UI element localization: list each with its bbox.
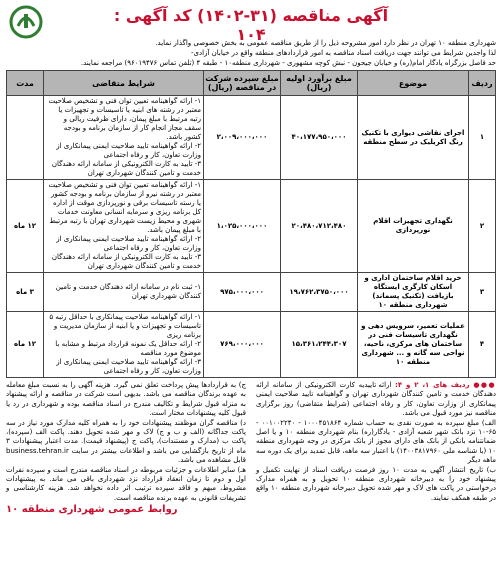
header-subject: موضوع — [358, 71, 469, 96]
header-duration: مدت — [7, 71, 44, 96]
table-row: ۱ اجرای نقاشی دیواری با تکنیک رنگ اکریلیک در سطح منطقه ۴۰،۱۷۷،۹۵۰،۰۰۰ ۲،۰۰۹،۰۰۰،۰۰۰ ۱- ارائه گواهینامه تعیین توان فنی و تشخیص صلاحیت معتبر در رشته های ابنیه یا تاسیسات و تجهیزات یا رتبه مرتبط با مبلغ پیمان، دارای ظرفیت ریالی و سقف مجاز انجام کار از سازمان برنامه و بودجه کشور باشد. ۲- ارائه گواهینامه تایید صلاحیت ایمنی پیمانکاری از وزارت تعاون، کار و رفاه اجتماعی ۳- تایید به کارت الکترونیکی از سامانه ارائه دهندگان خدمت و تامین کنندگان شهرداری تهران — [7, 96, 496, 180]
header-index: ردیف — [469, 71, 496, 96]
page-title: آگهی مناقصه (۳۱-۱۴۰۲) کد آگهی : ۱۰۴ — [113, 6, 389, 44]
table-row: ۳ خرید اقلام ساختمان اداری و اسکان کارگری ایستگاه بازیافت (تکنیک پسماند) شهرداری منطقه ۱۰ ۱۹،۷۶۲،۳۷۵۰،۰۰۰ ۹۷۵،۰۰۰،۰۰۰ ۱- ثبت نام در سامانه ارائه دهندگان خدمت و تامین کنندگان شهرداری تهران ۳ ماه — [7, 273, 496, 312]
conditions-cell: ۱- ارائه گواهینامه صلاحیت پیمانکاری با حداقل رتبه ۵ تاسیسات و تجهیزات و یا ابنیه از سازمان مدیریت و برنامه ریزی ۲- ارائه حداقل یک نمونه قرارداد مرتبط و مشابه با موضوع مورد مناقصه ۳- ارائه گواهینامه تایید صلاحیت ایمنی پیمانکاری از وزارت تعاون، کار و رفاه اجتماعی — [44, 312, 204, 378]
municipality-logo-icon — [6, 4, 46, 40]
header-estimate: مبلغ برآورد اولیه (ریال) — [281, 71, 358, 96]
footer-right-column: ●●● ردیف های ۱، ۲ و ۴: ارائه تاییدیه کارت الکترونیکی از سامانه ارائه دهندگان خدمت و تامین کنندگان شهرداری تهران و گواهینامه تایید صلاحیت ایمنی پیمانکاری از وزارت تعاون، کار و رفاه اجتماعی (شرایط متقاضی) روز برگزاری مناقصه نیز مورد قبول می باشد. الف) مبلغ سپرده به صورت نقدی به حساب شماره ۱۰۰۰۴۵۱۸۶۴ - ۰۰۱۰۰۲۲۴۰ - ۶۵-۱۰ نزد بانک شهر شعبه آزادی - یادگار(ره) بنام شهرداری منطقه ۱۰ و یا اصل ضمانتنامه بانکی از بانک های دارای مجوز از بانک مرکزی در وجه شهرداری منطقه ۱۰ (با شناسه ملی ۱۴۰۰۳۸۱۷۹۶۰) با اعتبار سه ماهه، قابل تمدید برای یک دوره سه ماهه دیگر ب) تاریخ انتشار آگهی به مدت ۱۰ روز فرصت دریافت اسناد از نهایت تکمیل و پیشنهاد خود را به دبیرخانه شهرداری منطقه ۱۰ تحویل و به همراه مدارک درخواستی در پاکت های لاک و مهر شده تحویل دبیرخانه شهرداری منطقه ۱۰ واقع در طبقه همکف نمایند. — [256, 381, 497, 502]
signature: روابط عمومی شهرداری منطقه ۱۰ — [6, 504, 178, 516]
header — [6, 4, 496, 42]
tender-table — [6, 70, 496, 378]
header-conditions: شرایط متقاضی — [44, 71, 204, 96]
conditions-cell: ۱- ارائه گواهینامه تعیین توان فنی و تشخیص صلاحیت معتبر در رشته های ابنیه یا تاسیسات و تجهیزات یا رتبه مرتبط با مبلغ پیمان، دارای ظرفیت ریالی و سقف مجاز انجام کار از سازمان برنامه و بودجه کشور باشد. ۲- ارائه گواهینامه تایید صلاحیت ایمنی پیمانکاری از وزارت تعاون، کار و رفاه اجتماعی ۳- تایید به کارت الکترونیکی از سامانه ارائه دهندگان خدمت و تامین کنندگان شهرداری تهران — [44, 96, 204, 180]
conditions-cell: ۱- ارائه گواهینامه تعیین توان فنی و تشخیص صلاحیت معتبر در رشته نیرو از سازمان برنامه و بودجه کشور یا رسته تاسیسات برقی و نورپردازی موقت از اداره کل برنامه ریزی و سرمایه انسانی معاونت خدمات شهری و محیط زیست شهرداری تهران با رتبه مرتبط با مبلغ پیمان باشد. ۲- ارائه گواهینامه تایید صلاحیت ایمنی پیمانکاری از وزارت تعاون، کار و رفاه اجتماعی ۳- تایید به کارت الکترونیکی از سامانه ارائه دهندگان خدمت و تامین کنندگان شهرداری تهران — [44, 180, 204, 273]
header-deposit: مبلغ سپرده شرکت در مناقصه (ریال) — [204, 71, 281, 96]
table-row: ۴ عملیات تعمیر، سرویس دهی و نگهداری تاسیسات فنی در ساختمان های مرکزی، ناحیه، نواحی سه گانه و ... شهرداری منطقه ۱۰ ۱۵،۳۶۱،۲۴۴،۳۰۷ ۷۶۹،۰۰۰،۰۰۰ ۱- ارائه گواهینامه صلاحیت پیمانکاری با حداقل رتبه ۵ تاسیسات و تجهیزات و یا ابنیه از سازمان مدیریت و برنامه ریزی ۲- ارائه حداقل یک نمونه قرارداد مرتبط و مشابه با موضوع مورد مناقصه ۳- ارائه گواهینامه تایید صلاحیت ایمنی پیمانکاری از وزارت تعاون، کار و رفاه اجتماعی ۱۲ ماه — [7, 312, 496, 378]
table-row: ۲ نگهداری تجهیزات اقلام نورپردازی ۲۰،۴۸۰،۷۱۲،۴۸۰ ۱،۰۲۵،۰۰۰،۰۰۰ ۱- ارائه گواهینامه تعیین توان فنی و تشخیص صلاحیت معتبر در رشته نیرو از سازمان برنامه و بودجه کشور یا رسته تاسیسات برقی و نورپردازی موقت از اداره کل برنامه ریزی و سرمایه انسانی معاونت خدمات شهری و محیط زیست شهرداری تهران با رتبه مرتبط با مبلغ پیمان باشد. ۲- ارائه گواهینامه تایید صلاحیت ایمنی پیمانکاری از وزارت تعاون، کار و رفاه اجتماعی ۳- تایید به کارت الکترونیکی از سامانه ارائه دهندگان خدمت و تامین کنندگان شهرداری تهران ۱۲ ماه — [7, 180, 496, 273]
intro-text: شهرداری منطقه ۱۰ تهران در نظر دارد امور مشروحه ذیل را از طریق مناقصه عمومی به بخش خصوصی واگذار نماید. لذا واجدین شرایط می توانند جهت دریافت اسناد مناقصه به امور قراردادهای منطقه واقع در خیابان آزادی- حد فاصل بزرگراه یادگار امام(ره) و خیابان جیحون - نبش کوچه مشهوری - شهرداری منطقه۱۰ - طبقه ۴ (تلفن تماس ۹۶۰۱۹۴۷۶) مراجعه نمایند. — [80, 39, 496, 67]
footer-left-column: ج) به قراردادها پیش پرداخت تعلق نمی گیرد. هزینه آگهی را به نسبت مبلغ معامله به عهده برندگان مناقصه می باشد. بدیهی است شرکت در مناقصه و ارائه پیشنهاد به منزله قبول شرایط و تکالیف مندرج در اسناد مناقصه بوده و شهرداری در رد یا قبول کلیه پیشنهادات مختار است. د) مناقصه گران موظفند پیشنهادات خود را به همراه کلیه مدارک مورد نیاز در سه پاکت جداگانه (الف و ب و ج) لاک و مهر شده تحویل دهند. پاکت الف (سپرده)، پاکت ب (مدارک و مستندات)، پاکت ج (پیشنهاد قیمت). مدت اعتبار پیشنهادات ۳ ماه از تاریخ بازگشایی می باشد و اطلاعات بیشتر در سایت business.tehran.ir قابل مشاهده می باشد. هـ) سایر اطلاعات و جزئیات مربوطه در اسناد مناقصه مندرج است و سپرده نفرات اول و دوم تا زمان انعقاد قرارداد نزد شهرداری باقی می ماند. به پیشنهادات مشروط، مبهم و فاقد سپرده ترتیب اثر داده نخواهد شد. هزینه کارشناسی و تشریفات قانونی به عهده برنده مناقصه است. روابط عمومی شهرداری منطقه ۱۰ — [6, 381, 246, 516]
conditions-cell: ۱- ثبت نام در سامانه ارائه دهندگان خدمت و تامین کنندگان شهرداری تهران — [44, 273, 204, 312]
table-header-row — [7, 71, 496, 96]
footer-notes — [6, 381, 496, 515]
